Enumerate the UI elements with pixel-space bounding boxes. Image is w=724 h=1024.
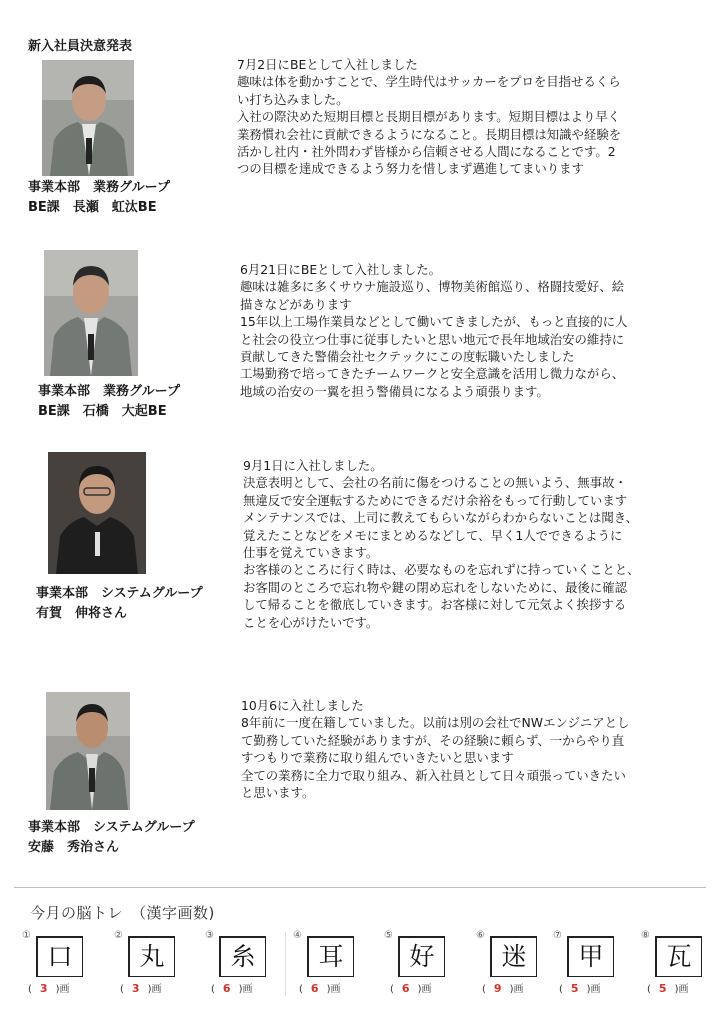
employee-photo	[44, 250, 138, 376]
message-line: 工場勤務で培ってきたチームワークと安全意識を活用し微力ながら、	[240, 366, 625, 382]
message-line: 趣味は雑多に多くサウナ施設巡り、博物美術館巡り、格闘技愛好、絵	[240, 279, 625, 295]
employee-name: BE課 石橋 大起BE	[38, 404, 167, 419]
message-line: 全ての業務に全力で取り組み、新入社員として日々頑張っていきたい	[241, 767, 626, 783]
kanji-number: ①	[22, 930, 31, 941]
employee-department: 事業本部 業務グループ	[28, 180, 170, 195]
message-line: 決意表明として、会社の名前に傷をつけることの無いよう、無事故・	[243, 475, 627, 491]
kanji-item	[293, 930, 373, 1000]
message-line: 貢献してきた警備会社セクテックにこの度転職いたしました	[240, 349, 575, 365]
kanji-character: 丸	[128, 936, 175, 977]
stroke-unit: 画	[590, 984, 601, 995]
message-line: と思います。	[241, 785, 315, 801]
stroke-unit: 画	[421, 984, 432, 995]
kanji-item	[22, 930, 102, 1000]
stroke-count: 6	[222, 982, 231, 995]
kanji-item	[205, 930, 285, 1000]
message-line: 活かし社内・社外問わず皆様から信頼させる人間になることです。2	[237, 144, 616, 160]
kanji-number: ⑥	[476, 930, 485, 941]
message-line: 仕事を覚えていきます。	[243, 545, 379, 561]
kanji-item	[384, 930, 464, 1000]
message-line: 地域の治安の一翼を担う警備員になるよう頑張ります。	[240, 383, 549, 399]
stroke-count: 3	[131, 982, 140, 995]
message-line: して帰ることを徹底していきます。お客様に対して元気よく挨拶する	[243, 597, 627, 613]
kanji-number: ④	[293, 930, 302, 941]
kanji-answer: ( 3 )画	[28, 982, 70, 995]
message-line: つの目標を達成できるよう努力を惜しまず邁進してまいります	[237, 161, 584, 177]
stroke-unit: 画	[59, 984, 70, 995]
employee-name: 安藤 秀治さん	[28, 840, 120, 855]
kanji-number: ⑦	[553, 930, 562, 941]
kanji-answer: ( 6 )画	[299, 982, 341, 995]
employee-department: 事業本部 システムグループ	[36, 586, 203, 601]
employee-department: 事業本部 業務グループ	[38, 384, 180, 399]
message-line: お客様のところに行く時は、必要なものを忘れずに持っていくことと、	[243, 562, 640, 578]
kanji-answer: ( 5 )画	[647, 982, 689, 995]
section-divider	[14, 887, 706, 888]
message-line: 15年以上工場作業員などとして働いてきましたが、もっと直接的に人	[240, 314, 628, 330]
message-line: 業務慣れ会社に貢献できるようになること。長期目標は知識や経験を	[237, 126, 622, 142]
message-line: 8年前に一度在籍していました。以前は別の会社でNWエンジニアとし	[241, 715, 630, 731]
stroke-count: 5	[658, 982, 667, 995]
quiz-separator	[285, 932, 286, 996]
employee-department: 事業本部 システムグループ	[28, 820, 195, 835]
kanji-item	[553, 930, 633, 1000]
kanji-answer: ( 6 )画	[390, 982, 432, 995]
employee-message	[243, 457, 640, 631]
message-line: メンテナンスでは、上司に教えてもらいながらわからないことは聞き、	[243, 510, 639, 526]
message-line: お客間のところで忘れ物や鍵の閉め忘れをしないために、最後に確認	[243, 579, 627, 595]
kanji-character: 瓦	[655, 936, 702, 977]
stroke-unit: 画	[513, 984, 524, 995]
kanji-answer: ( 9 )画	[482, 982, 524, 995]
quiz-title: 今月の脳トレ （漢字画数)	[30, 904, 215, 922]
kanji-number: ③	[205, 930, 214, 941]
kanji-answer: ( 6 )画	[211, 982, 253, 995]
stroke-count: 9	[493, 982, 502, 995]
message-line: と社会の役立つ仕事に従事したいと思い地元で長年地域治安の維持に	[240, 331, 625, 347]
stroke-unit: 画	[330, 984, 341, 995]
employee-photo	[42, 60, 134, 176]
message-line: 6月21日にBEとして入社しました。	[240, 262, 442, 277]
kanji-character: 甲	[567, 936, 614, 977]
stroke-count: 3	[39, 982, 48, 995]
kanji-number: ②	[114, 930, 123, 941]
stroke-count: 6	[401, 982, 410, 995]
message-line: 描きなどがあります	[240, 296, 352, 312]
kanji-answer: ( 5 )画	[559, 982, 601, 995]
kanji-answer: ( 3 )画	[120, 982, 162, 995]
stroke-unit: 画	[678, 984, 689, 995]
message-line: 9月1日に入社しました。	[243, 458, 383, 473]
kanji-item	[476, 930, 556, 1000]
stroke-unit: 画	[242, 984, 253, 995]
employee-photo	[46, 692, 130, 810]
employee-name: 有賀 伸将さん	[36, 606, 128, 621]
stroke-unit: 画	[151, 984, 162, 995]
kanji-item	[641, 930, 721, 1000]
employee-name: BE課 長瀬 虹汰BE	[28, 200, 157, 215]
message-line: すつもりで業務に取り組んでいきたいと思います	[241, 750, 514, 766]
message-line: 無違反で安全運転するためにできるだけ余裕をもって行動しています	[243, 492, 628, 508]
stroke-count: 5	[570, 982, 579, 995]
message-line: い打ち込みました。	[237, 91, 349, 107]
employee-photo	[48, 452, 146, 574]
message-line: ことを心がけたいです。	[243, 614, 379, 630]
kanji-character: 迷	[490, 936, 537, 977]
message-line: 覚えたことなどをメモにまとめるなどして、早く1人でできるように	[243, 527, 623, 543]
employee-message	[240, 261, 628, 400]
message-line: 7月2日にBEとして入社しました	[237, 57, 418, 72]
message-line: 10月6に入社しました	[241, 698, 364, 713]
kanji-character: 好	[398, 936, 445, 977]
kanji-character: 耳	[307, 936, 354, 977]
stroke-count: 6	[310, 982, 319, 995]
kanji-number: ⑧	[641, 930, 650, 941]
kanji-character: 口	[36, 936, 83, 977]
message-line: て勤務していた経験がありますが、その経験に頼らず、一からやり直	[241, 732, 625, 748]
kanji-character: 糸	[219, 936, 266, 977]
kanji-number: ⑤	[384, 930, 393, 941]
employee-message	[237, 56, 621, 178]
employee-message	[241, 697, 629, 801]
message-line: 趣味は体を動かすことで、学生時代はサッカーをプロを目指せるくら	[237, 74, 621, 90]
kanji-item	[114, 930, 194, 1000]
message-line: 入社の際決めた短期目標と長期目標があります。短期目標はより早く	[237, 109, 621, 125]
page-heading: 新入社員決意発表	[28, 39, 133, 54]
